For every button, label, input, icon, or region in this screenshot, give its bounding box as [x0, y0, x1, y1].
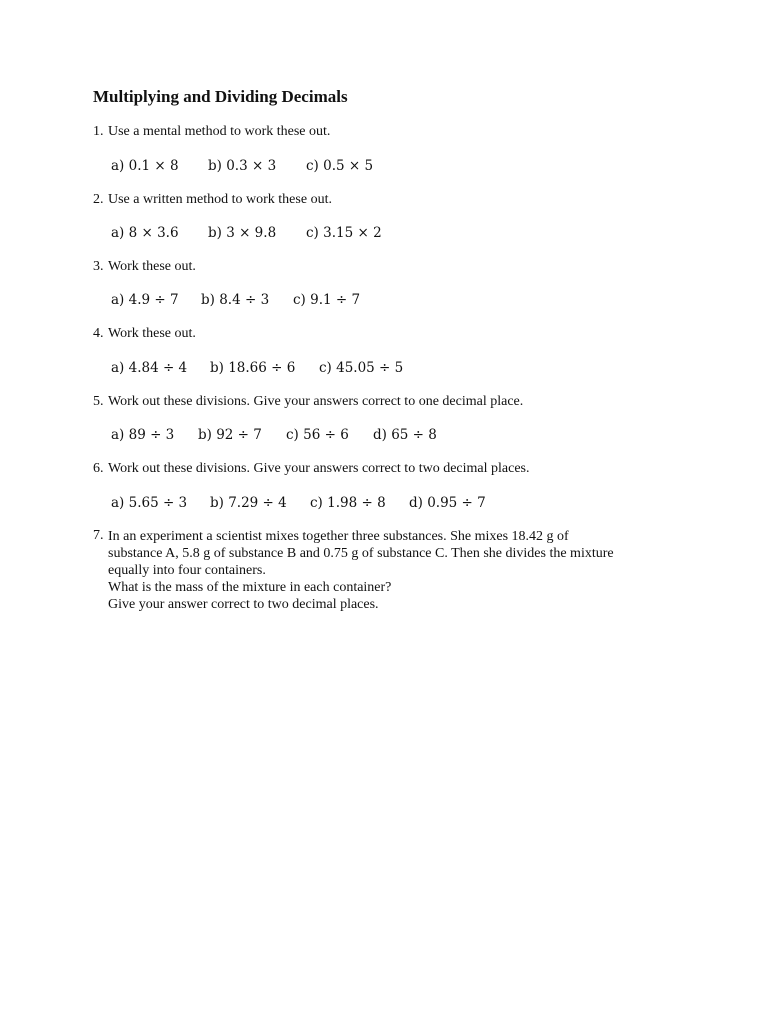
question-part: a) 5.65 ÷ 3	[111, 495, 188, 511]
question-5	[93, 394, 523, 410]
question-text: Use a mental method to work these out.	[108, 124, 331, 139]
question-number: 3.	[93, 259, 104, 274]
question-part: a) 89 ÷ 3	[111, 427, 175, 443]
question-text-line: substance A, 5.8 g of substance B and 0.75 g of substance C. Then she divides the mixture	[108, 546, 614, 561]
question-text-line: Give your answer correct to two decimal places.	[108, 597, 379, 612]
question-number: 4.	[93, 326, 104, 341]
question-part: c) 9.1 ÷ 7	[293, 292, 361, 308]
question-7-text	[108, 528, 688, 613]
question-number: 1.	[93, 124, 104, 139]
question-6	[93, 461, 529, 477]
question-part: b) 3 × 9.8	[208, 225, 277, 241]
question-part: a) 0.1 × 8	[111, 158, 179, 174]
question-part: a) 4.84 ÷ 4	[111, 360, 188, 376]
question-4	[93, 326, 196, 342]
question-1	[93, 124, 330, 140]
question-number: 7.	[93, 528, 104, 543]
question-part: c) 56 ÷ 6	[286, 427, 349, 443]
worksheet-title: Multiplying and Dividing Decimals	[93, 87, 348, 106]
question-part: b) 8.4 ÷ 3	[201, 292, 270, 308]
question-part: b) 18.66 ÷ 6	[210, 360, 296, 376]
question-part: d) 0.95 ÷ 7	[409, 495, 486, 511]
question-2	[93, 192, 332, 208]
question-part: a) 4.9 ÷ 7	[111, 292, 179, 308]
question-number: 5.	[93, 394, 104, 409]
question-text-line: What is the mass of the mixture in each container?	[108, 580, 392, 595]
question-number: 6.	[93, 461, 104, 476]
question-part: c) 1.98 ÷ 8	[310, 495, 386, 511]
question-part: c) 3.15 × 2	[306, 225, 382, 241]
question-text-line: equally into four containers.	[108, 563, 266, 578]
question-part: a) 8 × 3.6	[111, 225, 179, 241]
question-part: c) 45.05 ÷ 5	[319, 360, 404, 376]
question-text: Work out these divisions. Give your answers correct to two decimal places.	[108, 461, 530, 476]
question-text: Use a written method to work these out.	[108, 192, 332, 207]
question-text: Work these out.	[108, 259, 196, 274]
question-part: b) 92 ÷ 7	[198, 427, 262, 443]
question-part: b) 0.3 × 3	[208, 158, 277, 174]
question-number: 2.	[93, 192, 104, 207]
question-part: c) 0.5 × 5	[306, 158, 374, 174]
question-text: Work these out.	[108, 326, 196, 341]
question-3	[93, 259, 196, 275]
question-text: Work out these divisions. Give your answers correct to one decimal place.	[108, 394, 524, 409]
question-text-line: In an experiment a scientist mixes together three substances. She mixes 18.42 g of	[108, 529, 569, 544]
question-part: b) 7.29 ÷ 4	[210, 495, 287, 511]
question-part: d) 65 ÷ 8	[373, 427, 437, 443]
